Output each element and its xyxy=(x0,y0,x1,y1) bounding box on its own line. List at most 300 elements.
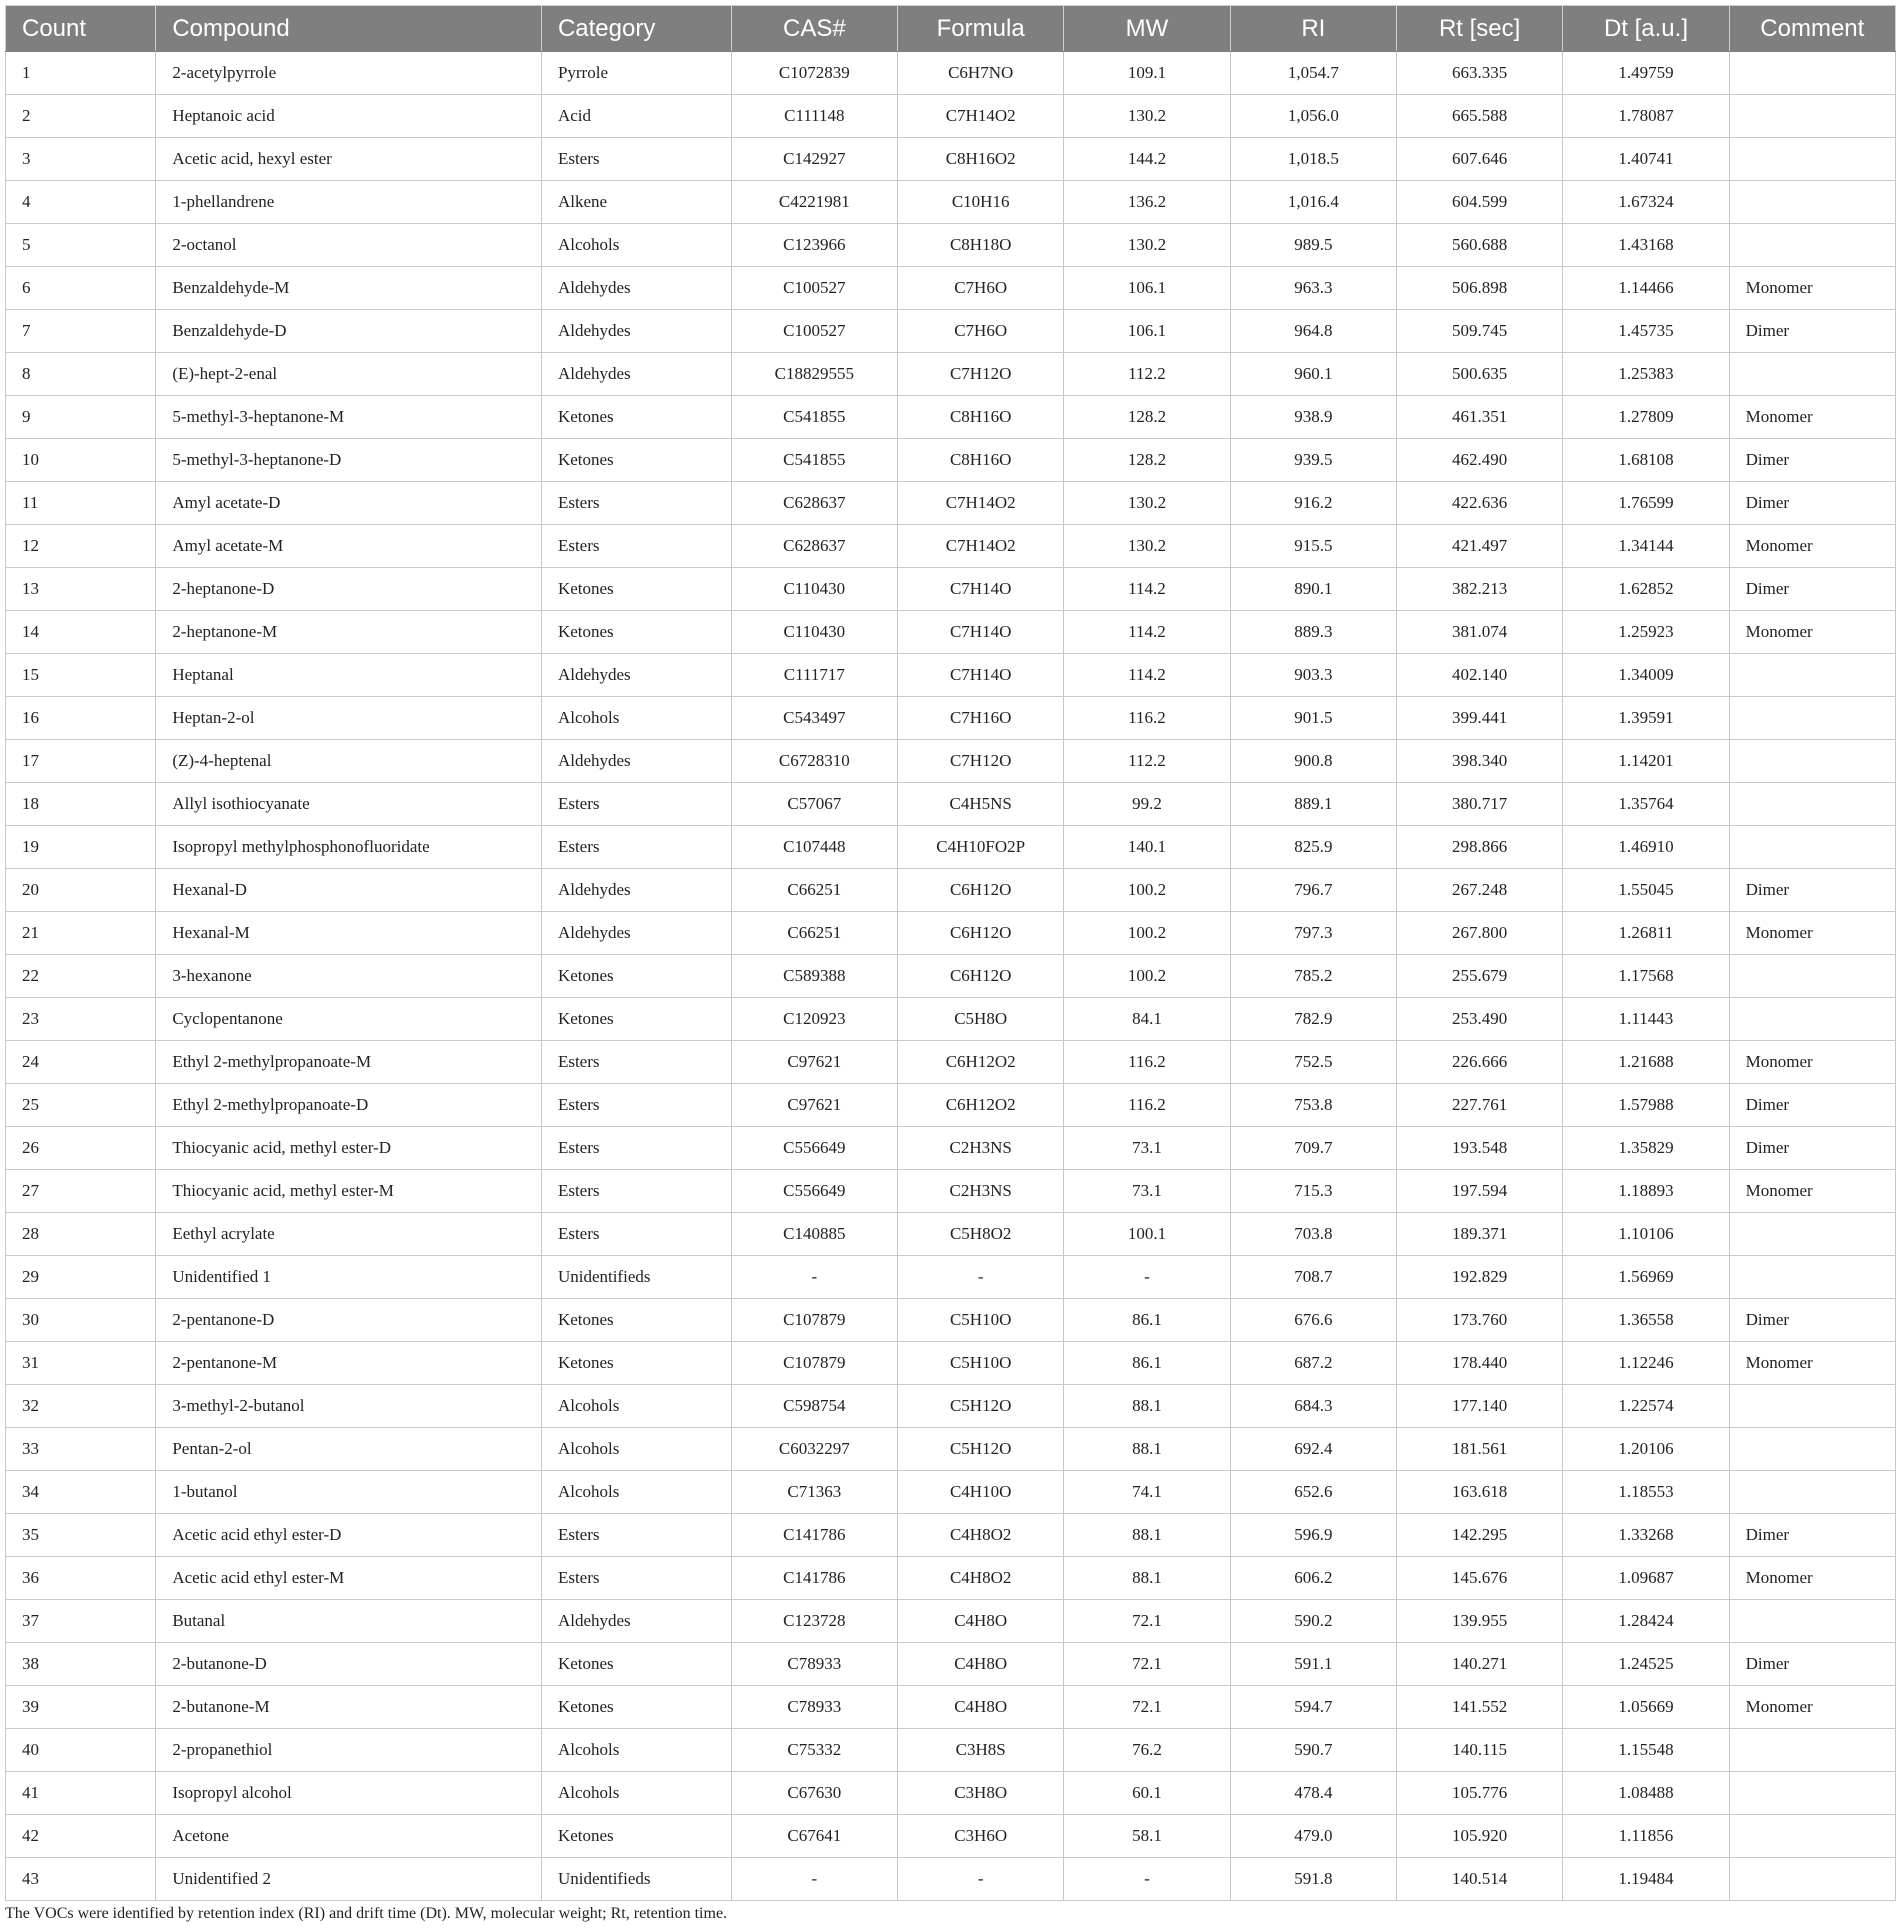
column-header-compound: Compound xyxy=(156,6,542,52)
count-cell: 37 xyxy=(6,1600,156,1643)
table-row xyxy=(6,1557,1896,1600)
table-row xyxy=(6,869,1896,912)
mw-cell: 106.1 xyxy=(1064,267,1230,310)
rt-cell: 422.636 xyxy=(1396,482,1562,525)
ri-cell: 606.2 xyxy=(1230,1557,1396,1600)
ri-cell: 963.3 xyxy=(1230,267,1396,310)
dt-cell: 1.17568 xyxy=(1563,955,1729,998)
comment-cell xyxy=(1729,1772,1895,1815)
mw-cell: 76.2 xyxy=(1064,1729,1230,1772)
rt-cell: 189.371 xyxy=(1396,1213,1562,1256)
formula-cell: C7H6O xyxy=(898,267,1064,310)
formula-cell: C7H16O xyxy=(898,697,1064,740)
compound-cell: Thiocyanic acid, methyl ester-D xyxy=(156,1127,542,1170)
comment-cell xyxy=(1729,826,1895,869)
compound-cell: Unidentified 2 xyxy=(156,1858,542,1901)
count-cell: 40 xyxy=(6,1729,156,1772)
category-cell: Esters xyxy=(541,1041,731,1084)
category-cell: Aldehydes xyxy=(541,1600,731,1643)
comment-cell xyxy=(1729,955,1895,998)
category-cell: Aldehydes xyxy=(541,353,731,396)
dt-cell: 1.20106 xyxy=(1563,1428,1729,1471)
count-cell: 9 xyxy=(6,396,156,439)
dt-cell: 1.22574 xyxy=(1563,1385,1729,1428)
ri-cell: 590.7 xyxy=(1230,1729,1396,1772)
rt-cell: 663.335 xyxy=(1396,52,1562,95)
category-cell: Alcohols xyxy=(541,1428,731,1471)
mw-cell: 100.2 xyxy=(1064,869,1230,912)
dt-cell: 1.21688 xyxy=(1563,1041,1729,1084)
formula-cell: C5H8O xyxy=(898,998,1064,1041)
category-cell: Alkene xyxy=(541,181,731,224)
compound-cell: Unidentified 1 xyxy=(156,1256,542,1299)
count-cell: 7 xyxy=(6,310,156,353)
formula-cell: C7H14O2 xyxy=(898,525,1064,568)
formula-cell: C6H12O xyxy=(898,869,1064,912)
ri-cell: 652.6 xyxy=(1230,1471,1396,1514)
ri-cell: 596.9 xyxy=(1230,1514,1396,1557)
comment-cell: Dimer xyxy=(1729,869,1895,912)
compound-cell: Heptanal xyxy=(156,654,542,697)
table-row xyxy=(6,267,1896,310)
rt-cell: 178.440 xyxy=(1396,1342,1562,1385)
dt-cell: 1.39591 xyxy=(1563,697,1729,740)
mw-cell: 86.1 xyxy=(1064,1299,1230,1342)
rt-cell: 509.745 xyxy=(1396,310,1562,353)
category-cell: Esters xyxy=(541,1514,731,1557)
ri-cell: 703.8 xyxy=(1230,1213,1396,1256)
voc-table-container xyxy=(5,5,1896,1901)
category-cell: Acid xyxy=(541,95,731,138)
cas-cell: C543497 xyxy=(731,697,897,740)
formula-cell: C5H12O xyxy=(898,1385,1064,1428)
table-row xyxy=(6,181,1896,224)
formula-cell: C4H8O2 xyxy=(898,1514,1064,1557)
comment-cell: Monomer xyxy=(1729,396,1895,439)
count-cell: 10 xyxy=(6,439,156,482)
compound-cell: 2-pentanone-D xyxy=(156,1299,542,1342)
category-cell: Aldehydes xyxy=(541,912,731,955)
comment-cell xyxy=(1729,1213,1895,1256)
formula-cell: C3H6O xyxy=(898,1815,1064,1858)
category-cell: Alcohols xyxy=(541,1385,731,1428)
dt-cell: 1.18893 xyxy=(1563,1170,1729,1213)
rt-cell: 192.829 xyxy=(1396,1256,1562,1299)
formula-cell: C7H12O xyxy=(898,353,1064,396)
dt-cell: 1.34009 xyxy=(1563,654,1729,697)
rt-cell: 193.548 xyxy=(1396,1127,1562,1170)
cas-cell: C110430 xyxy=(731,611,897,654)
cas-cell: - xyxy=(731,1858,897,1901)
comment-cell xyxy=(1729,52,1895,95)
compound-cell: (E)-hept-2-enal xyxy=(156,353,542,396)
category-cell: Alcohols xyxy=(541,1772,731,1815)
category-cell: Ketones xyxy=(541,396,731,439)
compound-cell: 2-pentanone-M xyxy=(156,1342,542,1385)
cas-cell: C67630 xyxy=(731,1772,897,1815)
rt-cell: 298.866 xyxy=(1396,826,1562,869)
category-cell: Ketones xyxy=(541,998,731,1041)
voc-table xyxy=(5,5,1896,1901)
mw-cell: 100.1 xyxy=(1064,1213,1230,1256)
dt-cell: 1.05669 xyxy=(1563,1686,1729,1729)
dt-cell: 1.62852 xyxy=(1563,568,1729,611)
column-header-category: Category xyxy=(541,6,731,52)
ri-cell: 1,018.5 xyxy=(1230,138,1396,181)
cas-cell: C4221981 xyxy=(731,181,897,224)
dt-cell: 1.15548 xyxy=(1563,1729,1729,1772)
formula-cell: C5H10O xyxy=(898,1342,1064,1385)
rt-cell: 267.248 xyxy=(1396,869,1562,912)
table-row xyxy=(6,955,1896,998)
mw-cell: 116.2 xyxy=(1064,1084,1230,1127)
table-row xyxy=(6,1385,1896,1428)
table-row xyxy=(6,697,1896,740)
rt-cell: 163.618 xyxy=(1396,1471,1562,1514)
compound-cell: Acetic acid ethyl ester-D xyxy=(156,1514,542,1557)
table-row xyxy=(6,1815,1896,1858)
compound-cell: (Z)-4-heptenal xyxy=(156,740,542,783)
formula-cell: C10H16 xyxy=(898,181,1064,224)
formula-cell: C4H10FO2P xyxy=(898,826,1064,869)
ri-cell: 676.6 xyxy=(1230,1299,1396,1342)
ri-cell: 1,016.4 xyxy=(1230,181,1396,224)
ri-cell: 901.5 xyxy=(1230,697,1396,740)
mw-cell: 60.1 xyxy=(1064,1772,1230,1815)
ri-cell: 590.2 xyxy=(1230,1600,1396,1643)
mw-cell: 100.2 xyxy=(1064,955,1230,998)
formula-cell: C7H6O xyxy=(898,310,1064,353)
column-header-rt: Rt [sec] xyxy=(1396,6,1562,52)
count-cell: 18 xyxy=(6,783,156,826)
dt-cell: 1.08488 xyxy=(1563,1772,1729,1815)
count-cell: 19 xyxy=(6,826,156,869)
dt-cell: 1.10106 xyxy=(1563,1213,1729,1256)
category-cell: Esters xyxy=(541,1127,731,1170)
formula-cell: C8H18O xyxy=(898,224,1064,267)
formula-cell: C7H12O xyxy=(898,740,1064,783)
comment-cell: Dimer xyxy=(1729,568,1895,611)
cas-cell: C123728 xyxy=(731,1600,897,1643)
category-cell: Esters xyxy=(541,783,731,826)
rt-cell: 402.140 xyxy=(1396,654,1562,697)
compound-cell: 5-methyl-3-heptanone-D xyxy=(156,439,542,482)
formula-cell: C8H16O xyxy=(898,439,1064,482)
cas-cell: C57067 xyxy=(731,783,897,826)
formula-cell: C6H7NO xyxy=(898,52,1064,95)
compound-cell: Acetic acid ethyl ester-M xyxy=(156,1557,542,1600)
count-cell: 30 xyxy=(6,1299,156,1342)
table-row xyxy=(6,1256,1896,1299)
ri-cell: 938.9 xyxy=(1230,396,1396,439)
dt-cell: 1.18553 xyxy=(1563,1471,1729,1514)
comment-cell: Dimer xyxy=(1729,482,1895,525)
category-cell: Pyrrole xyxy=(541,52,731,95)
rt-cell: 399.441 xyxy=(1396,697,1562,740)
cas-cell: C140885 xyxy=(731,1213,897,1256)
table-row xyxy=(6,1127,1896,1170)
table-row xyxy=(6,224,1896,267)
count-cell: 23 xyxy=(6,998,156,1041)
formula-cell: C7H14O xyxy=(898,654,1064,697)
dt-cell: 1.11443 xyxy=(1563,998,1729,1041)
dt-cell: 1.27809 xyxy=(1563,396,1729,439)
rt-cell: 607.646 xyxy=(1396,138,1562,181)
compound-cell: 2-butanone-D xyxy=(156,1643,542,1686)
count-cell: 33 xyxy=(6,1428,156,1471)
ri-cell: 939.5 xyxy=(1230,439,1396,482)
table-row xyxy=(6,1170,1896,1213)
count-cell: 14 xyxy=(6,611,156,654)
table-row xyxy=(6,998,1896,1041)
comment-cell xyxy=(1729,1428,1895,1471)
table-row xyxy=(6,1514,1896,1557)
mw-cell: 114.2 xyxy=(1064,611,1230,654)
rt-cell: 140.115 xyxy=(1396,1729,1562,1772)
count-cell: 22 xyxy=(6,955,156,998)
count-cell: 36 xyxy=(6,1557,156,1600)
formula-cell: C4H10O xyxy=(898,1471,1064,1514)
rt-cell: 398.340 xyxy=(1396,740,1562,783)
comment-cell: Monomer xyxy=(1729,1170,1895,1213)
dt-cell: 1.67324 xyxy=(1563,181,1729,224)
compound-cell: 2-octanol xyxy=(156,224,542,267)
comment-cell xyxy=(1729,740,1895,783)
table-row xyxy=(6,1428,1896,1471)
comment-cell xyxy=(1729,1256,1895,1299)
compound-cell: 2-propanethiol xyxy=(156,1729,542,1772)
count-cell: 17 xyxy=(6,740,156,783)
cas-cell: C541855 xyxy=(731,439,897,482)
dt-cell: 1.35764 xyxy=(1563,783,1729,826)
cas-cell: C556649 xyxy=(731,1127,897,1170)
rt-cell: 141.552 xyxy=(1396,1686,1562,1729)
cas-cell: C1072839 xyxy=(731,52,897,95)
comment-cell xyxy=(1729,181,1895,224)
rt-cell: 105.776 xyxy=(1396,1772,1562,1815)
formula-cell: - xyxy=(898,1256,1064,1299)
rt-cell: 142.295 xyxy=(1396,1514,1562,1557)
comment-cell xyxy=(1729,138,1895,181)
count-cell: 11 xyxy=(6,482,156,525)
ri-cell: 594.7 xyxy=(1230,1686,1396,1729)
table-row xyxy=(6,654,1896,697)
mw-cell: 58.1 xyxy=(1064,1815,1230,1858)
dt-cell: 1.09687 xyxy=(1563,1557,1729,1600)
mw-cell: 100.2 xyxy=(1064,912,1230,955)
column-header-ri: RI xyxy=(1230,6,1396,52)
formula-cell: C3H8O xyxy=(898,1772,1064,1815)
dt-cell: 1.28424 xyxy=(1563,1600,1729,1643)
dt-cell: 1.25383 xyxy=(1563,353,1729,396)
compound-cell: Ethyl 2-methylpropanoate-D xyxy=(156,1084,542,1127)
category-cell: Esters xyxy=(541,1213,731,1256)
mw-cell: 72.1 xyxy=(1064,1600,1230,1643)
cas-cell: C107879 xyxy=(731,1342,897,1385)
formula-cell: C7H14O xyxy=(898,568,1064,611)
formula-cell: C7H14O2 xyxy=(898,95,1064,138)
cas-cell: C97621 xyxy=(731,1084,897,1127)
formula-cell: C6H12O xyxy=(898,955,1064,998)
category-cell: Esters xyxy=(541,1084,731,1127)
mw-cell: 130.2 xyxy=(1064,482,1230,525)
ri-cell: 591.8 xyxy=(1230,1858,1396,1901)
rt-cell: 255.679 xyxy=(1396,955,1562,998)
compound-cell: Isopropyl alcohol xyxy=(156,1772,542,1815)
count-cell: 24 xyxy=(6,1041,156,1084)
table-row xyxy=(6,611,1896,654)
rt-cell: 105.920 xyxy=(1396,1815,1562,1858)
comment-cell xyxy=(1729,1729,1895,1772)
column-header-formula: Formula xyxy=(898,6,1064,52)
cas-cell: C6032297 xyxy=(731,1428,897,1471)
count-cell: 1 xyxy=(6,52,156,95)
category-cell: Ketones xyxy=(541,1643,731,1686)
cas-cell: C78933 xyxy=(731,1686,897,1729)
table-row xyxy=(6,310,1896,353)
category-cell: Alcohols xyxy=(541,224,731,267)
ri-cell: 752.5 xyxy=(1230,1041,1396,1084)
table-row xyxy=(6,740,1896,783)
compound-cell: Benzaldehyde-D xyxy=(156,310,542,353)
table-row xyxy=(6,783,1896,826)
category-cell: Aldehydes xyxy=(541,267,731,310)
mw-cell: 88.1 xyxy=(1064,1428,1230,1471)
cas-cell: C556649 xyxy=(731,1170,897,1213)
category-cell: Alcohols xyxy=(541,1471,731,1514)
comment-cell: Monomer xyxy=(1729,1686,1895,1729)
formula-cell: C7H14O2 xyxy=(898,482,1064,525)
cas-cell: C598754 xyxy=(731,1385,897,1428)
ri-cell: 797.3 xyxy=(1230,912,1396,955)
comment-cell: Monomer xyxy=(1729,1041,1895,1084)
cas-cell: C589388 xyxy=(731,955,897,998)
formula-cell: C3H8S xyxy=(898,1729,1064,1772)
comment-cell xyxy=(1729,998,1895,1041)
cas-cell: C111148 xyxy=(731,95,897,138)
dt-cell: 1.36558 xyxy=(1563,1299,1729,1342)
category-cell: Alcohols xyxy=(541,697,731,740)
formula-cell: C2H3NS xyxy=(898,1170,1064,1213)
rt-cell: 177.140 xyxy=(1396,1385,1562,1428)
count-cell: 4 xyxy=(6,181,156,224)
cas-cell: C123966 xyxy=(731,224,897,267)
category-cell: Alcohols xyxy=(541,1729,731,1772)
mw-cell: 73.1 xyxy=(1064,1127,1230,1170)
comment-cell xyxy=(1729,1385,1895,1428)
cas-cell: C107448 xyxy=(731,826,897,869)
table-row xyxy=(6,568,1896,611)
rt-cell: 665.588 xyxy=(1396,95,1562,138)
ri-cell: 709.7 xyxy=(1230,1127,1396,1170)
table-row xyxy=(6,1084,1896,1127)
category-cell: Esters xyxy=(541,138,731,181)
compound-cell: Ethyl 2-methylpropanoate-M xyxy=(156,1041,542,1084)
comment-cell: Dimer xyxy=(1729,1514,1895,1557)
mw-cell: 88.1 xyxy=(1064,1385,1230,1428)
cas-cell: C18829555 xyxy=(731,353,897,396)
cas-cell: C100527 xyxy=(731,310,897,353)
dt-cell: 1.35829 xyxy=(1563,1127,1729,1170)
rt-cell: 253.490 xyxy=(1396,998,1562,1041)
mw-cell: 86.1 xyxy=(1064,1342,1230,1385)
rt-cell: 197.594 xyxy=(1396,1170,1562,1213)
mw-cell: - xyxy=(1064,1858,1230,1901)
category-cell: Aldehydes xyxy=(541,869,731,912)
cas-cell: - xyxy=(731,1256,897,1299)
dt-cell: 1.56969 xyxy=(1563,1256,1729,1299)
mw-cell: 128.2 xyxy=(1064,439,1230,482)
rt-cell: 140.271 xyxy=(1396,1643,1562,1686)
compound-cell: 2-butanone-M xyxy=(156,1686,542,1729)
mw-cell: - xyxy=(1064,1256,1230,1299)
ri-cell: 796.7 xyxy=(1230,869,1396,912)
rt-cell: 173.760 xyxy=(1396,1299,1562,1342)
comment-cell: Monomer xyxy=(1729,1557,1895,1600)
mw-cell: 144.2 xyxy=(1064,138,1230,181)
ri-cell: 708.7 xyxy=(1230,1256,1396,1299)
comment-cell: Monomer xyxy=(1729,1342,1895,1385)
rt-cell: 181.561 xyxy=(1396,1428,1562,1471)
rt-cell: 462.490 xyxy=(1396,439,1562,482)
dt-cell: 1.55045 xyxy=(1563,869,1729,912)
count-cell: 6 xyxy=(6,267,156,310)
column-header-dt: Dt [a.u.] xyxy=(1563,6,1729,52)
table-row xyxy=(6,1213,1896,1256)
count-cell: 3 xyxy=(6,138,156,181)
cas-cell: C141786 xyxy=(731,1514,897,1557)
mw-cell: 128.2 xyxy=(1064,396,1230,439)
compound-cell: Amyl acetate-M xyxy=(156,525,542,568)
formula-cell: C4H5NS xyxy=(898,783,1064,826)
cas-cell: C66251 xyxy=(731,912,897,955)
mw-cell: 130.2 xyxy=(1064,95,1230,138)
comment-cell: Monomer xyxy=(1729,525,1895,568)
dt-cell: 1.46910 xyxy=(1563,826,1729,869)
table-row xyxy=(6,1686,1896,1729)
ri-cell: 753.8 xyxy=(1230,1084,1396,1127)
dt-cell: 1.49759 xyxy=(1563,52,1729,95)
ri-cell: 1,056.0 xyxy=(1230,95,1396,138)
rt-cell: 226.666 xyxy=(1396,1041,1562,1084)
table-row xyxy=(6,482,1896,525)
mw-cell: 114.2 xyxy=(1064,654,1230,697)
table-row xyxy=(6,1643,1896,1686)
mw-cell: 109.1 xyxy=(1064,52,1230,95)
table-row xyxy=(6,95,1896,138)
category-cell: Esters xyxy=(541,1557,731,1600)
cas-cell: C142927 xyxy=(731,138,897,181)
compound-cell: Pentan-2-ol xyxy=(156,1428,542,1471)
comment-cell xyxy=(1729,95,1895,138)
ri-cell: 900.8 xyxy=(1230,740,1396,783)
dt-cell: 1.34144 xyxy=(1563,525,1729,568)
compound-cell: Allyl isothiocyanate xyxy=(156,783,542,826)
formula-cell: C5H12O xyxy=(898,1428,1064,1471)
mw-cell: 88.1 xyxy=(1064,1514,1230,1557)
comment-cell: Monomer xyxy=(1729,912,1895,955)
ri-cell: 715.3 xyxy=(1230,1170,1396,1213)
formula-cell: C6H12O2 xyxy=(898,1084,1064,1127)
count-cell: 5 xyxy=(6,224,156,267)
rt-cell: 380.717 xyxy=(1396,783,1562,826)
comment-cell xyxy=(1729,783,1895,826)
category-cell: Ketones xyxy=(541,1815,731,1858)
count-cell: 27 xyxy=(6,1170,156,1213)
count-cell: 8 xyxy=(6,353,156,396)
rt-cell: 560.688 xyxy=(1396,224,1562,267)
count-cell: 29 xyxy=(6,1256,156,1299)
